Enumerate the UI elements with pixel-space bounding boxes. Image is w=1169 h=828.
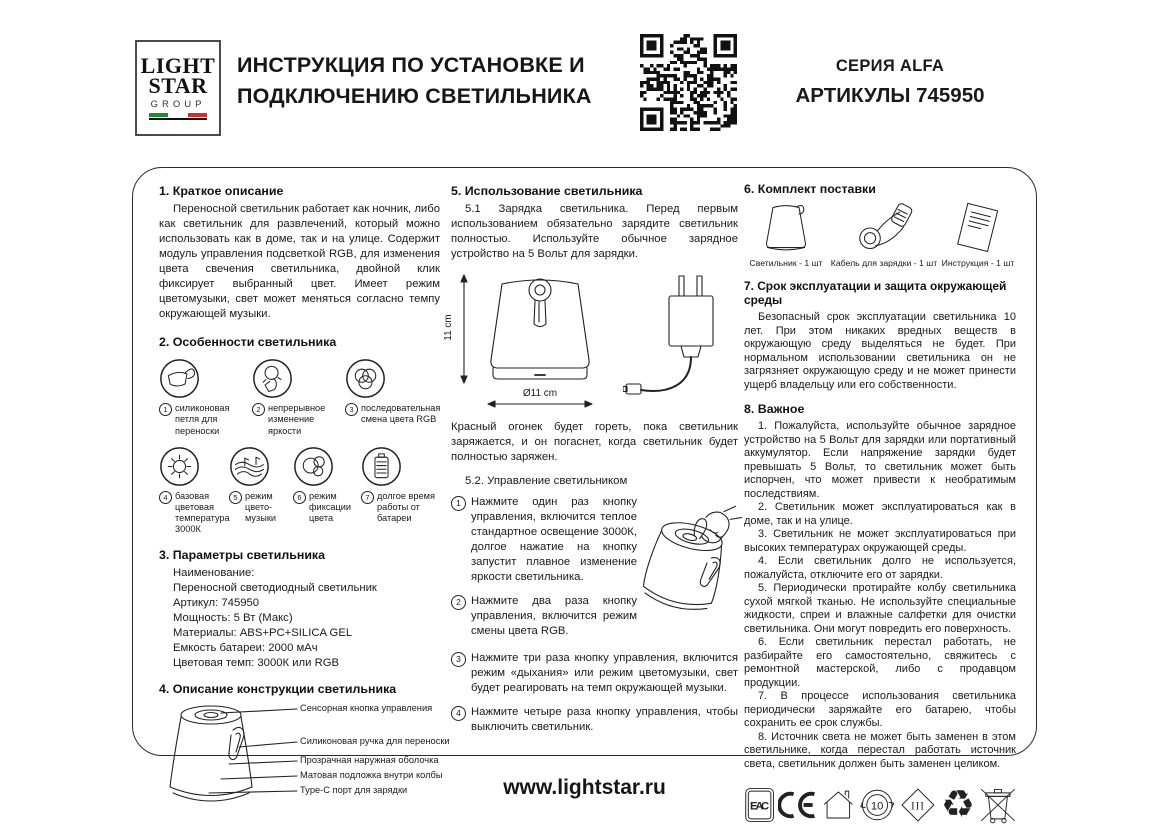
section-8-title: 8. Важное (744, 402, 805, 417)
svg-text:III: III (910, 799, 925, 812)
step-4: 4 Нажмите четыре раза кнопку управления, чтобы выключить светильник. (451, 705, 738, 735)
column-3 (744, 182, 1016, 828)
step-text: Нажмите один раз кнопку управления, включится теплое стандартное освещение 3000К, долгое нажатие на кнопку запустит плавное изменение яркости светильника. (471, 496, 637, 584)
svg-text:10: 10 (870, 799, 884, 812)
feature-6: 6 режим фиксации цвета (293, 446, 361, 536)
hand-press-illustration (638, 495, 742, 633)
rgb-cycle-icon (345, 358, 386, 399)
kit-lamp (744, 201, 828, 268)
step-text: Нажмите два раза кнопку управления, включится режим смены цвета RGB. (471, 595, 637, 638)
param-line: Артикул: 745950 (173, 596, 260, 609)
feature-1: 1 силиконовая петля для переноски (159, 358, 252, 437)
callout-outer-shell: Прозрачная наружная оболочка (300, 754, 439, 765)
battery-icon (361, 446, 402, 487)
section-1-title: 1. Краткое описание (159, 184, 284, 198)
param-line: Материалы: ABS+PC+SILICA GEL (173, 626, 353, 639)
feature-5: 5 режим цвето- музыки (229, 446, 293, 536)
height-dimension-label: 11 cm (442, 314, 454, 341)
kit-cable-label: Кабель для зарядки - 1 шт (830, 258, 938, 268)
control-steps (451, 495, 738, 735)
feature-4: 4 базовая цветовая температура 3000К (159, 446, 229, 536)
lamp-front-drawing (481, 272, 599, 386)
color-temperature-icon (159, 446, 200, 487)
diameter-dimension-arrow (485, 399, 595, 409)
brightness-touch-icon (252, 358, 293, 399)
note: 2. Светильник может эксплуатироваться как в доме, так и на улице. (744, 501, 1016, 527)
recycle-icon: ♻ (940, 783, 975, 826)
feature-label: долгое время работы от батареи (377, 490, 435, 524)
lamp-icon (758, 201, 814, 255)
charging-paragraph: 5.1 Зарядка светильника. Перед первым использованием обязательно зарядите светильник полностью. Используйте обычное зарядное устройство на 5 Вольт для зарядки. (451, 203, 738, 261)
note: 7. В процессе использования светильника периодически заряжайте его батарею, чтобы сохранить ее срок службы. (744, 690, 1016, 730)
param-line: Наименование: (173, 566, 255, 579)
important-notes (744, 420, 1016, 771)
section-7-body: Безопасный срок эксплуатации светильника 10 лет. При этом никаких вредных веществ в окружающую среду выделяться не будет. При нормальном использовании светильника он не загрязняет окружающую среду и не может принести ущерб владельцу или его собственности. (744, 311, 1016, 391)
indicator-paragraph: Красный огонек будет гореть, пока светильник заряжается, и он погаснет, когда светильник будет полностью заряжен. (451, 421, 738, 464)
manual-icon (950, 201, 1006, 255)
feature-3: 3 последовательная смена цвета RGB (345, 358, 440, 437)
steps-narrow-block (451, 495, 637, 639)
section-1-body: Переносной светильник работает как ночник, либо как светильник для развлечений, который можно использовать как в доме, так и на улице. Содержит модуль управления подсветкой RGB, для изменения цвета свечения светильника, двойной клик фиксирует выбранный цвет. Имеет режим цветомузыки, свет может меняться согласно темпу окружающей музыки. (159, 203, 440, 321)
section-6-title: 6. Комплект поставки (744, 182, 876, 196)
section-3-title: 3. Параметры светильника (159, 547, 326, 562)
series-label: СЕРИЯ ALFA (835, 57, 945, 75)
parameters-list (159, 566, 440, 671)
diameter-dimension-label: Ø11 cm (522, 388, 558, 400)
kit-manual-label: Инструкция - 1 шт (941, 258, 1015, 268)
feature-label: режим цвето- музыки (245, 490, 276, 524)
param-line: Переносной светодиодный светильник (173, 581, 377, 594)
note: 5. Периодически протирайте колбу светильника сухой мягкой тканью. Не используйте специальные жидкости, спреи и влажные салфетки для очистки светильника. Они могут повредить его поверхность. (744, 582, 1016, 635)
article-number: АРТИКУЛЫ 745950 (795, 84, 985, 107)
callout-type-c-port: Type-C порт для зарядки (300, 784, 408, 795)
step-text: Нажмите три раза кнопку управления, включится режим «дыхания» или режим цветомузыки, свет будет реагировать на темп окружающей музыки. (471, 652, 738, 695)
section-2-title: 2. Особенности светильника (159, 335, 337, 350)
step-text: Нажмите четыре раза кнопку управления, чтобы выключить светильник. (471, 706, 738, 734)
svg-text:ЕАС: ЕАС (750, 799, 770, 812)
charging-diagram (442, 270, 738, 416)
param-line: Цветовая темп: 3000К или RGB (173, 656, 340, 669)
section-5-2-subtitle: 5.2. Управление светильником (465, 475, 628, 488)
note: 6. Если светильник перестал работать, не разбирайте его самостоятельно, свяжитесь с ремонтной мастерской, либо с продавцом продукции. (744, 636, 1016, 689)
color-lock-icon (293, 446, 334, 487)
kit-cable (828, 201, 940, 268)
section-4-title: 4. Описание конструкции светильника (159, 681, 397, 696)
features-row-2 (159, 446, 440, 536)
step-3: 3 Нажмите три раза кнопку управления, включится режим «дыхания» или режим цветомузыки, свет будет реагировать на темп окружающей музыки. (451, 651, 738, 696)
callout-silicone-handle: Силиконовая ручка для переноски (300, 735, 450, 746)
callout-matte-base: Матовая подложка внутри колбы (300, 769, 443, 780)
callout-touch-button: Сенсорная кнопка управления (300, 702, 433, 713)
feature-label: силиконовая петля для переноски (175, 403, 230, 436)
features-row-1 (159, 358, 440, 437)
page-title: ИНСТРУКЦИЯ ПО УСТАНОВКЕ И ПОДКЛЮЧЕНИЮ СВЕТИЛЬНИКА (237, 53, 592, 109)
height-dimension-arrow (457, 272, 471, 386)
website-link: www.lightstar.ru (503, 776, 666, 799)
note: 3. Светильник не может эксплуатироваться при высоких температурах окружающей среды. (744, 528, 1016, 554)
diameter-dimension (485, 388, 595, 409)
param-line: Мощность: 5 Вт (Макс) (173, 611, 293, 624)
feature-7: 7 долгое время работы от батареи (361, 446, 440, 536)
feature-label: режим фиксации цвета (309, 490, 352, 524)
note: 4. Если светильник долго не используется, пожалуйста, отключите его от зарядки. (744, 555, 1016, 581)
kit-lamp-label: Светильник - 1 шт (749, 258, 823, 268)
section-5-title: 5. Использование светильника (451, 184, 643, 198)
column-2 (442, 184, 738, 744)
italy-flag-stripe (149, 113, 207, 117)
silicone-loop-icon (159, 358, 200, 399)
param-line: Емкость батареи: 2000 мАч (173, 641, 318, 654)
note: 8. Источник света не может быть заменен в этом светильнике, когда перестал работать источник света, светильник должен быть заменен целиком. (744, 730, 1016, 770)
kit-row (744, 201, 1016, 268)
charger-plug-drawing (623, 270, 735, 410)
charging-cable-icon (853, 201, 915, 255)
kit-manual (940, 201, 1016, 268)
qr-code (640, 34, 737, 131)
section-7-title: 7. Срок эксплуатации и защита окружающей среды (744, 279, 1007, 307)
note: 1. Пожалуйста, используйте обычное зарядное устройство на 5 Вольт для зарядки или портативный аккумулятор. Если напряжение зарядки будет превышать 5 Вольт, то светильник может быть испорчен, что может привести к необратимым последствиям. (744, 420, 1016, 500)
feature-label: непрерывное изменение яркости (268, 403, 326, 436)
feature-2: 2 непрерывное изменение яркости (252, 358, 345, 437)
music-mode-icon (229, 446, 270, 487)
step-1: 1 Нажмите один раз кнопку управления, включится теплое стандартное освещение 3000К, долгое нажатие на кнопку запустит плавное изменение яркости светильника. (451, 495, 637, 585)
logo-text: LIGHT (140, 53, 216, 79)
feature-label: базовая цветовая температура 3000К (175, 490, 230, 535)
step-2: 2 Нажмите два раза кнопку управления, включится режим смены цвета RGB. (451, 594, 637, 639)
lightstar-logo: LIGHT STAR GROUP (135, 40, 221, 136)
product-info (768, 57, 1012, 108)
feature-label: последовательная смена цвета RGB (361, 403, 441, 425)
